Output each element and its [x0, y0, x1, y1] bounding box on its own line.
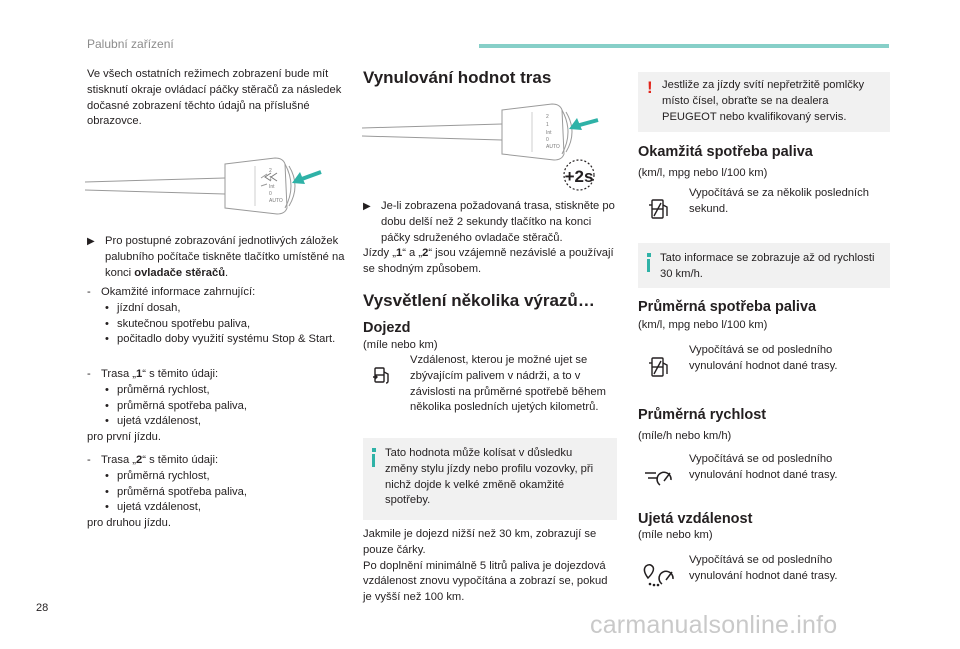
avg-consumption-heading: Průměrná spotřeba paliva — [638, 299, 817, 315]
stalk-tick-auto: AUTO — [546, 144, 560, 150]
reset-heading: Vynulování hodnot tras — [363, 68, 552, 87]
stalk-tick-2: 2 — [546, 114, 549, 120]
avg-speed-description: Vypočítává se od posledního vynulování hodnot dané trasy. — [689, 453, 838, 481]
list-item: • ujetá vzdálenost, — [87, 414, 347, 430]
page-header-title: Palubní zařízení — [87, 37, 174, 51]
watermark-text: carmanualsonline.info — [590, 611, 838, 639]
instant-info-box — [638, 243, 890, 288]
list3-lead — [87, 453, 347, 469]
fuel-range-icon — [372, 365, 392, 385]
range-tail-text: Jakmile je dojezd nižší než 30 km, zobrazují se pouze čárky. Po doplnění minimálně 5 litrů paliva je dojezdová vzdálenost znovu vypočítána a zobrazí se, pokud je vyšší než 100 km. — [363, 528, 608, 604]
list-item: • průměrná spotřeba paliva, — [87, 485, 347, 501]
stalk-tick-1: 1 — [546, 122, 549, 128]
instant-info-list — [87, 285, 347, 348]
info-icon — [647, 253, 650, 272]
instant-consumption-units: (km/l, mpg nebo l/100 km) — [638, 167, 768, 179]
wiper-stalk-illustration-2 — [362, 100, 612, 195]
avg-consumption-units: (km/l, mpg nebo l/100 km) — [638, 319, 768, 331]
list3-lead-b: “ s těmito údaji: — [142, 454, 219, 466]
bullet-arrow-icon: ▶ — [87, 236, 95, 247]
instant-consumption-description: Vypočítává se za několik posledních sekund. — [689, 187, 869, 215]
fuel-pump-icon — [648, 197, 670, 221]
reset-independent-text — [363, 246, 619, 278]
terms-heading: Vysvětlení několika výrazů… — [363, 291, 595, 310]
list2-tail: pro první jízdu. — [87, 431, 161, 444]
list2-lead — [87, 367, 347, 383]
trip1-list — [87, 367, 347, 446]
avg-speed-units: (míle/h nebo km/h) — [638, 430, 732, 442]
fuel-pump-icon — [648, 355, 670, 379]
dash-mark: - — [87, 368, 91, 380]
reset-b-end: “ jsou vzájemně nezávislé a používají se shodným způsobem. — [363, 247, 614, 275]
instant-info-text: Tato informace se zobrazuje až od rychlosti 30 km/h. — [660, 252, 875, 280]
reset-b-1: 1 — [395, 247, 403, 259]
list2-lead-bold: 1 — [136, 368, 143, 380]
list3-tail: pro druhou jízdu. — [87, 517, 171, 530]
bullet-text-end: . — [225, 266, 229, 279]
bullet-paragraph — [87, 234, 347, 281]
distance-units: (míle nebo km) — [638, 529, 713, 541]
dash-mark: - — [87, 454, 91, 466]
stalk-tick-2: 2 — [269, 168, 272, 174]
list3-lead-bold: 2 — [136, 454, 143, 466]
speedometer-icon — [644, 465, 674, 489]
distance-description: Vypočítává se od posledního vynulování hodnot dané trasy. — [689, 554, 838, 582]
stalk-tick-0: 0 — [269, 191, 272, 197]
reset-b-mid: “ a „ — [402, 247, 423, 259]
trip2-list — [87, 453, 347, 532]
list-item: • skutečnou spotřebu paliva, — [87, 317, 347, 333]
distance-pin-icon — [640, 562, 676, 590]
list1-lead: Okamžité informace zahrnující: — [101, 286, 256, 298]
list2-lead-a: Trasa „ — [101, 368, 137, 380]
bullet-text-bold: ovladače stěračů — [134, 266, 226, 279]
range-info-box — [363, 438, 617, 520]
stalk-tick-0: 0 — [546, 137, 549, 143]
reset-b-2: 2 — [422, 247, 429, 259]
list2-lead-b: “ s těmito údaji: — [142, 368, 219, 380]
list-item: • jízdní dosah, — [87, 301, 347, 317]
warning-box — [638, 72, 890, 132]
reset-text: Je-li zobrazena požadovaná trasa, stiskněte po dobu delší než 2 sekundy tlačítko na konci páčky sdruženého ovladače stěračů. — [381, 200, 615, 244]
intro-paragraph: Ve všech ostatních režimech zobrazení bude mít stisknutí okraje ovládací páčky stěračů za následek dočasné zobrazení těchto údajů na příslušné obrazovce. — [87, 68, 342, 128]
avg-consumption-description: Vypočítává se od posledního vynulování hodnot dané trasy. — [689, 344, 838, 372]
distance-heading: Ujetá vzdálenost — [638, 511, 753, 527]
stalk-tick-auto: AUTO — [269, 198, 283, 204]
dash-mark: - — [87, 286, 91, 298]
list-item: • počitadlo doby využití systému Stop & Start. — [87, 332, 347, 348]
stalk-tick-1: 1 — [269, 176, 272, 182]
list-item: • ujetá vzdálenost, — [87, 500, 347, 516]
list-item: • průměrná rychlost, — [87, 383, 347, 399]
warning-text: Jestliže za jízdy svítí nepřetržitě pomlčky místo čísel, obraťte se na dealera PEUGEOT nebo kvalifikovaný servis. — [662, 79, 865, 123]
header-accent-bar — [479, 44, 889, 48]
reset-b-a: Jízdy „ — [363, 247, 396, 259]
list3-lead-a: Trasa „ — [101, 454, 137, 466]
page-number: 28 — [36, 602, 49, 614]
wiper-stalk-icon — [85, 150, 335, 220]
reset-bullet — [363, 199, 619, 246]
range-description: Vzdálenost, kterou je možné ujet se zbývajícím palivem v nádrži, a to v závislosti na průměrné spotřebě během několika posledních ujetých kilometrů. — [410, 354, 606, 414]
bullet-text: Pro postupné zobrazování jednotlivých záložek palubního počítače tiskněte tlačítko umístěné na konci — [105, 235, 345, 279]
instant-consumption-heading: Okamžitá spotřeba paliva — [638, 144, 813, 160]
range-info-text: Tato hodnota může kolísat v důsledku změny stylu jízdy nebo profilu vozovky, při nichž dojde k velké změně okamžité spotřeby. — [385, 447, 594, 507]
warning-icon: ! — [647, 78, 653, 97]
wiper-stalk-illustration-1 — [85, 150, 335, 220]
stalk-tick-int: Int — [269, 184, 275, 190]
range-units: (míle nebo km) — [363, 339, 438, 351]
list-item: • průměrná rychlost, — [87, 469, 347, 485]
info-icon — [372, 448, 375, 467]
hold-2s-badge: +2s — [564, 167, 594, 186]
stalk-tick-int: Int — [546, 130, 552, 136]
list-item: • průměrná spotřeba paliva, — [87, 399, 347, 415]
avg-speed-heading: Průměrná rychlost — [638, 407, 767, 423]
bullet-arrow-icon: ▶ — [363, 201, 371, 212]
wiper-stalk-icon — [362, 100, 612, 195]
range-heading: Dojezd — [363, 320, 411, 336]
